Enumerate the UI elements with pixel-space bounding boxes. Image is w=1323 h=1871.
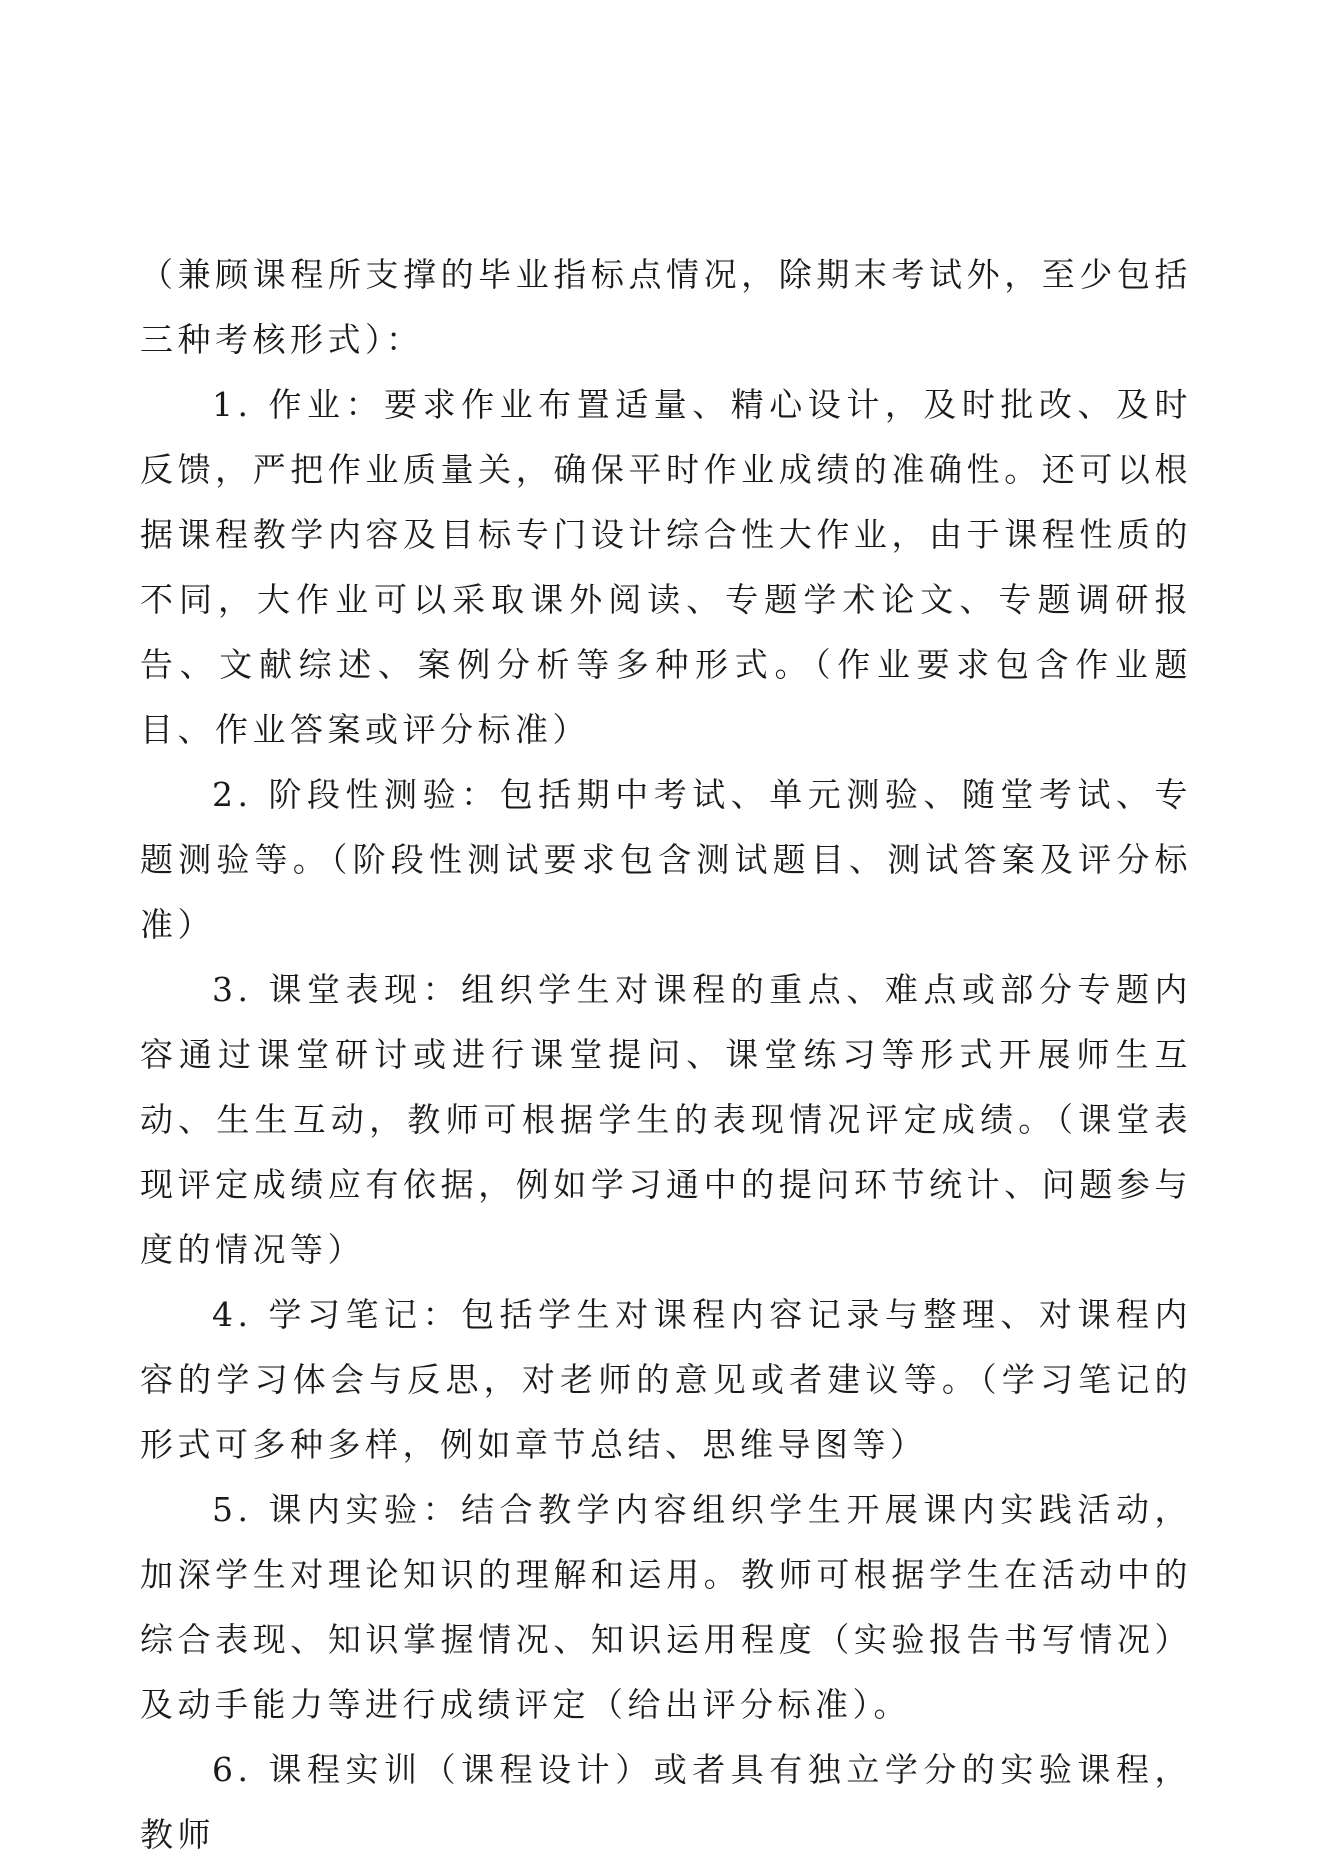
item-course-practice: 6. 课程实训（课程设计）或者具有独立学分的实验课程，教师 (140, 1750, 1192, 1854)
item-lab-experiment: 5. 课内实验：结合教学内容组织学生开展课内实践活动，加深学生对理论知识的理解和运用。教师可根据学生在活动中的综合表现、知识掌握情况、知识运用程度（实验报告书写情况）及动手能力等进行成绩评定（给出评分标准）。 (140, 1490, 1192, 1724)
item-study-notes: 4. 学习笔记：包括学生对课程内容记录与整理、对课程内容的学习体会与反思，对老师的意见或者建议等。（学习笔记的形式可多种多样，例如章节总结、思维导图等） (140, 1295, 1192, 1464)
item-class-performance: 3. 课堂表现：组织学生对课程的重点、难点或部分专题内容通过课堂研讨或进行课堂提问、课堂练习等形式开展师生互动、生生互动，教师可根据学生的表现情况评定成绩。（课堂表现评定成绩应有依据，例如学习通中的提问环节统计、问题参与度的情况等） (140, 970, 1192, 1269)
intro-paragraph: （兼顾课程所支撑的毕业指标点情况，除期末考试外，至少包括三种考核形式）： (140, 255, 1192, 359)
document-body (140, 242, 1192, 1867)
item-stage-test: 2. 阶段性测验：包括期中考试、单元测验、随堂考试、专题测验等。（阶段性测试要求包含测试题目、测试答案及评分标准） (140, 775, 1192, 944)
item-homework: 1. 作业：要求作业布置适量、精心设计，及时批改、及时反馈，严把作业质量关，确保平时作业成绩的准确性。还可以根据课程教学内容及目标专门设计综合性大作业，由于课程性质的不同，大作业可以采取课外阅读、专题学术论文、专题调研报告、文献综述、案例分析等多种形式。（作业要求包含作业题目、作业答案或评分标准） (140, 385, 1192, 749)
